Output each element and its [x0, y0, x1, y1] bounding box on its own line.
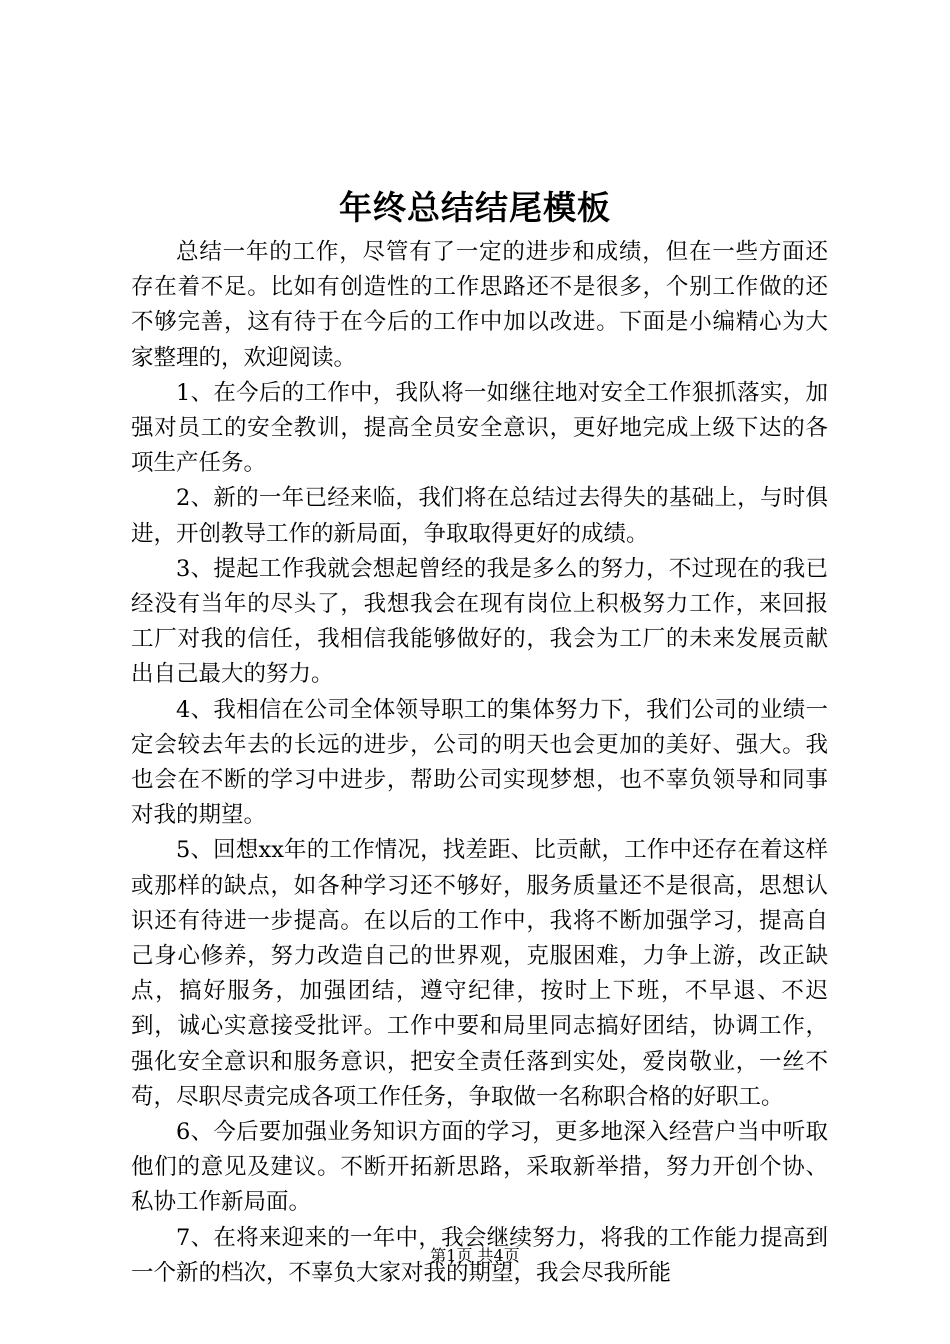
paragraph-item-3: 3、提起工作我就会想起曾经的我是多么的努力，不过现在的我已经没有当年的尽头了，我想我会在现有岗位上积极努力工作，来回报工厂对我的信任，我相信我能够做好的，我会为工厂的未来发展贡献出自己最大的努力。	[131, 555, 828, 688]
paragraph-item-6: 6、今后要加强业务知识方面的学习，更多地深入经营户当中听取他们的意见及建议。不断开拓新思路，采取新举措，努力开创个协、私协工作新局面。	[131, 1119, 828, 1216]
paragraph-item-5: 5、回想xx年的工作情况，找差距、比贡献，工作中还存在着这样或那样的缺点，如各种学习还不够好，服务质量还不是很高，思想认识还有待进一步提高。在以后的工作中，我将不断加强学习，提高自己身心修养，努力改造自己的世界观，克服困难，力争上游，改正缺点，搞好服务，加强团结，遵守纪律，按时上下班，不早退、不迟到，诚心实意接受批评。工作中要和局里同志搞好团结，协调工作，强化安全意识和服务意识，把安全责任落到实处，爱岗敬业，一丝不苟，尽职尽责完成各项工作任务，争取做一名称职合格的好职工。	[131, 837, 828, 1110]
paragraph-intro: 总结一年的工作，尽管有了一定的进步和成绩，但在一些方面还存在着不足。比如有创造性的工作思路还不是很多，个别工作做的还不够完善，这有待于在今后的工作中加以改进。下面是小编精心为大家整理的，欢迎阅读。	[131, 239, 828, 371]
paragraph-item-7: 7、在将来迎来的一年中，我会继续努力，将我的工作能力提高到一个新的档次，不辜负大家对我的期望，我会尽我所能	[131, 1224, 828, 1286]
page-footer: 第1页 共4页	[430, 1246, 520, 1265]
paragraph-item-4: 4、我相信在公司全体领导职工的集体努力下，我们公司的业绩一定会较去年去的长远的进步，公司的明天也会更加的美好、强大。我也会在不断的学习中进步，帮助公司实现梦想，也不辜负领导和同事对我的期望。	[131, 696, 828, 829]
paragraph-item-2: 2、新的一年已经来临，我们将在总结过去得失的基础上，与时俱进，开创教导工作的新局面，争取取得更好的成绩。	[131, 485, 828, 547]
paragraph-item-1: 1、在今后的工作中，我队将一如继往地对安全工作狠抓落实，加强对员工的安全教训，提高全员安全意识，更好地完成上级下达的各项生产任务。	[131, 379, 828, 477]
document-body	[131, 235, 828, 1291]
document-title: 年终总结结尾模板	[339, 188, 611, 227]
